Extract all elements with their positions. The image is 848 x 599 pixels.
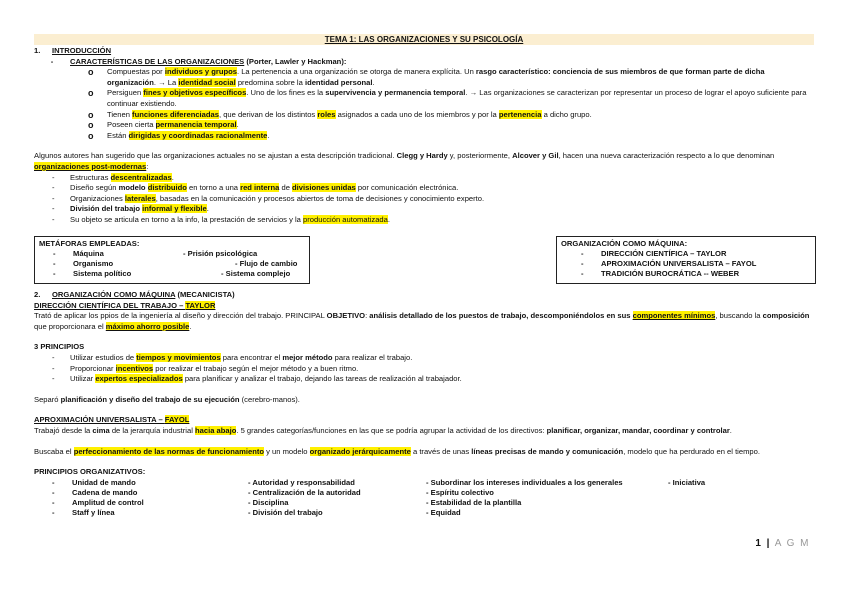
- metaphor-row: - Máquina - Prisión psicológica: [53, 249, 258, 258]
- document-title: TEMA 1: LAS ORGANIZACIONES Y SU PSICOLOGÍA: [34, 34, 814, 45]
- list-item: o Poseen cierta permanencia temporal.: [88, 120, 239, 131]
- taylor-paragraph: Trató de aplicar los ppios de la ingeniería al diseño y dirección del trabajo. PRINCIPAL OBJETIVO: análisis detallado de los puestos de trabajo, descomponiéndolos en sus componentes mínimos, buscando la composición que proporcionara el máximo ahorro posible.: [34, 311, 810, 331]
- org-principles-heading: PRINCIPIOS ORGANIZATIVOS:: [34, 467, 146, 477]
- org-principle: Amplitud de control: [72, 497, 144, 507]
- org-principle: - Autoridad y responsabilidad: [248, 477, 355, 487]
- list-item: - Diseño según modelo distribuido en torno a una red interna de divisiones unidas por comunicación electrónica.: [52, 183, 459, 193]
- metaphor-row: - Organismo - Flujo de cambio: [53, 259, 298, 268]
- machine-org-item: - APROXIMACIÓN UNIVERSALISTA – FAYOL: [581, 259, 757, 268]
- org-principle: - Equidad: [426, 507, 461, 517]
- list-item: - Proporcionar incentivos por realizar el trabajo según el mejor método y a buen ritmo.: [52, 363, 359, 373]
- list-item: - Utilizar expertos especializados para planificar y analizar el trabajo, dejando las tareas de realización al trabajador.: [52, 374, 462, 384]
- separation-note: Separó planificación y diseño del trabajo de su ejecución (cerebro-manos).: [34, 394, 300, 404]
- page-footer: 1 | A G M: [755, 538, 810, 549]
- org-principle: - Espíritu colectivo: [426, 487, 494, 497]
- principles-heading: 3 PRINCIPIOS: [34, 342, 85, 352]
- list-item: o Tienen funciones diferenciadas, que derivan de los distintos roles asignados a cada uno de los miembros y por la pertenencia a dicho grupo.: [88, 109, 592, 120]
- section-1-heading: 1. INTRODUCCIÓN: [34, 46, 112, 55]
- author-initials: A G M: [774, 538, 810, 549]
- list-item: - Estructuras descentralizadas.: [52, 172, 174, 182]
- org-principle: - Centralización de la autoridad: [248, 487, 361, 497]
- fayol-paragraph-2: Buscaba el perfeccionamiento de las normas de funcionamiento y un modelo organizado jerárquicamente a través de unas líneas precisas de mando y comunicación, modelo que ha perdurado en el tiempo.: [34, 446, 760, 456]
- list-item: - División del trabajo informal y flexible.: [52, 204, 209, 214]
- org-principle: - Estabilidad de la plantilla: [426, 497, 522, 507]
- fayol-paragraph-1: Trabajó desde la cima de la jerarquía industrial hacia abajo. 5 grandes categorías/funciones en las que se podría agrupar la actividad de los directivos: planificar, organizar, mandar, coordinar y controlar.: [34, 425, 732, 435]
- postmodern-paragraph: Algunos autores han sugerido que las organizaciones actuales no se ajustan a esta descripción tradicional. Clegg y Hardy y, posteriormente, Alcover y Gil, hacen una nueva caracterización respecto a lo que denominan organizaciones post-modernas:: [34, 151, 775, 171]
- taylor-subheading: DIRECCIÓN CIENTÍFICA DEL TRABAJO – TAYLOR: [34, 300, 216, 310]
- org-principle: - Iniciativa: [668, 477, 706, 487]
- list-item: - Organizaciones laterales, basadas en la comunicación y procesos abiertos de toma de decisiones y conocimiento experto.: [52, 193, 485, 203]
- list-item: o Persiguen fines y objetivos específicos. Uno de los fines es la supervivencia y permanencia temporal. → Las organizaciones se caracterizan por representar un proceso de lograr el apoyo suficiente para continuar existiendo.: [88, 88, 807, 108]
- machine-org-item: - DIRECCIÓN CIENTÍFICA – TAYLOR: [581, 249, 727, 258]
- section-1-subheading: - CARACTERÍSTICAS DE LAS ORGANIZACIONES (Porter, Lawler y Hackman):: [50, 56, 347, 66]
- org-principle: Staff y línea: [72, 507, 115, 517]
- org-principle: Unidad de mando: [72, 477, 136, 487]
- machine-org-title: ORGANIZACIÓN COMO MÁQUINA:: [561, 239, 688, 248]
- page-number: 1: [755, 538, 763, 549]
- section-2: [34, 290, 814, 520]
- org-principle: Cadena de mando: [72, 487, 138, 497]
- metaphors-box: [34, 236, 310, 284]
- metaphor-row: - Sistema político - Sistema complejo: [53, 269, 291, 278]
- list-item: o Están dirigidas y coordinadas racionalmente.: [88, 130, 270, 141]
- machine-org-item: - TRADICIÓN BUROCRÁTICA -- WEBER: [581, 269, 740, 278]
- metaphors-title: METÁFORAS EMPLEADAS:: [39, 239, 140, 248]
- org-principle: - Disciplina: [248, 497, 289, 507]
- list-item: - Su objeto se articula en torno a la info, la prestación de servicios y la producción automatizada.: [52, 214, 390, 224]
- org-principles-grid: - - - - Unidad de mando Cadena de mando Amplitud de control Staff y línea - Autoridad y responsabilidad - Centralización de la autoridad - Disciplina - División del trabajo - Subordinar los intereses individuales a los generales - Espíritu colectivo - Estabilidad de la plantilla - Equidad - Iniciativa: [52, 477, 706, 517]
- fayol-heading: APROXIMACIÓN UNIVERSALISTA – FAYOL: [34, 415, 190, 425]
- org-principle: - Subordinar los intereses individuales a los generales: [426, 477, 623, 487]
- org-principle: - División del trabajo: [248, 507, 323, 517]
- list-item: o Compuestas por individuos y grupos. La pertenencia a una organización se otorga de manera explícita. Un rasgo característico: conciencia de sus miembros de que forman parte de dicha organización. → La identidad social predomina sobre la identidad personal.: [88, 67, 765, 87]
- section-2-heading: 2. ORGANIZACIÓN COMO MÁQUINA (MECANICISTA): [34, 290, 235, 299]
- list-item: - Utilizar estudios de tiempos y movimientos para encontrar el mejor método para realizar el trabajo.: [52, 352, 413, 362]
- document-page: [34, 34, 814, 226]
- machine-org-box: [556, 236, 816, 284]
